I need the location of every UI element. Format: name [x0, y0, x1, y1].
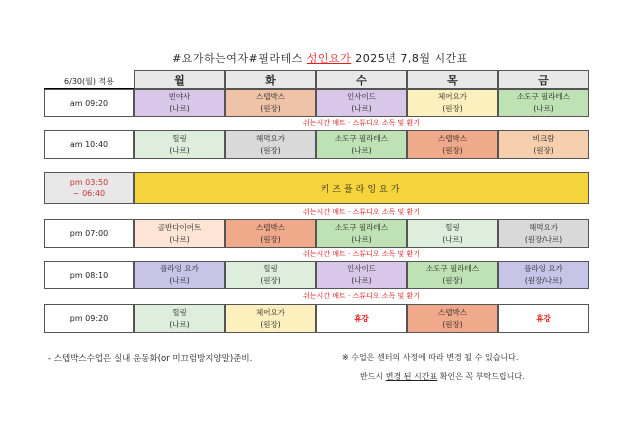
class-teacher: (나르) [169, 145, 190, 155]
apply-date: 6/30(월) 적용 [44, 76, 134, 89]
class-cell [498, 130, 589, 159]
class-teacher: (원장) [442, 276, 463, 285]
time-start: pm 03:50 [69, 178, 109, 187]
class-name: 힐링 [263, 264, 278, 273]
class-cell [498, 89, 589, 117]
class-cell-off [316, 304, 407, 333]
break-notice: 쉬는시간 매트 · 스튜디오 소독 및 환기 [302, 250, 420, 258]
class-cell [407, 219, 498, 248]
class-teacher: (원장/나르) [524, 276, 563, 285]
class-name: 빈야사 [168, 92, 191, 101]
schedule-row [44, 219, 589, 248]
time-slot: am 10:40 [44, 130, 134, 159]
class-teacher: (원장) [442, 145, 463, 155]
schedule-row [44, 89, 589, 117]
schedule-row [44, 261, 589, 289]
class-name: 힐링 [172, 133, 187, 143]
title-program: 성인요가 [306, 52, 352, 65]
class-cell [134, 130, 225, 159]
class-name: 인사이드 [347, 92, 376, 101]
title-period: 2025년 7,8월 시간표 [355, 52, 468, 65]
class-teacher: (나르) [442, 234, 463, 244]
class-cell [316, 219, 407, 248]
class-cell [225, 261, 316, 289]
day-header-fri: 금 [498, 70, 589, 89]
class-name: 스텝박스 [438, 307, 467, 317]
class-teacher: (원장) [260, 104, 281, 113]
class-teacher: (나르) [533, 104, 554, 113]
footer-note-change: ※ 수업은 센터의 사정에 따라 변경 될 수 있습니다. [342, 353, 519, 362]
class-teacher: (원장) [260, 319, 281, 329]
class-cell [407, 304, 498, 333]
class-cell [225, 304, 316, 333]
class-name: 골반다이어트 [157, 222, 202, 232]
class-cell [134, 304, 225, 333]
class-teacher: (원장) [442, 104, 463, 113]
class-cell [134, 219, 225, 248]
break-notice: 쉬는시간 매트 · 스튜디오 소독 및 환기 [302, 292, 420, 300]
day-header-mon: 월 [134, 70, 225, 89]
class-cell [407, 261, 498, 289]
class-name: 힐링 [445, 222, 460, 232]
day-header-tue: 화 [225, 70, 316, 89]
time-end: ~ 06:40 [72, 189, 106, 198]
footer-note-check-b: 변경 된 시간표 [385, 372, 438, 381]
class-name: 플라잉 요가 [160, 264, 199, 273]
class-teacher: (나르) [169, 276, 190, 285]
class-cell [407, 89, 498, 117]
class-teacher: (나르) [169, 319, 190, 329]
class-name: 해먹요가 [529, 222, 558, 232]
class-cell [316, 89, 407, 117]
time-slot [44, 172, 134, 204]
class-teacher: (나르) [169, 104, 190, 113]
class-name: 스텝박스 [256, 92, 285, 101]
footer-note-check-c: 확인은 꼭 부탁드립니다. [437, 372, 525, 381]
class-teacher: (원장) [260, 276, 281, 285]
time-slot: pm 07:00 [44, 219, 134, 248]
class-cell [316, 261, 407, 289]
class-name: 힐링 [172, 307, 187, 317]
break-notice: 쉬는시간 매트 · 스튜디오 소독 및 환기 [302, 208, 420, 216]
footer-note-stepbox: - 스텝박스수업은 실내 운동화(or 미끄럼방지양말)준비. [48, 354, 253, 364]
class-cell [225, 130, 316, 159]
class-teacher: (원장) [442, 319, 463, 329]
class-name: 인사이드 [347, 264, 376, 273]
class-name: 휴강 [536, 313, 551, 323]
time-slot: pm 09:20 [44, 304, 134, 333]
class-name: 소도구 필라테스 [334, 133, 389, 143]
class-cell [316, 130, 407, 159]
class-teacher: (원장) [260, 234, 281, 244]
class-name: 소도구 필라테스 [425, 264, 480, 273]
time-slot: pm 08:10 [44, 261, 134, 289]
class-teacher: (나르) [351, 276, 372, 285]
class-name: 스텝박스 [438, 133, 467, 143]
class-cell-off [498, 304, 589, 333]
class-name: 휴강 [354, 313, 369, 323]
class-cell [407, 130, 498, 159]
class-cell [225, 219, 316, 248]
time-slot: am 09:20 [44, 89, 134, 117]
page-title [0, 50, 640, 66]
class-teacher: (원장) [260, 145, 281, 155]
class-teacher: (원장) [533, 145, 554, 155]
class-cell [225, 89, 316, 117]
day-header-thu: 목 [407, 70, 498, 89]
class-name: 스텝박스 [256, 222, 285, 232]
kids-class-cell: 키즈플라잉요가 [134, 172, 589, 204]
class-cell [498, 219, 589, 248]
class-teacher: (나르) [351, 145, 372, 155]
footer-note-check [360, 371, 525, 382]
class-name: 비크람 [532, 133, 555, 143]
footer-note-check-a: 반드시 [360, 372, 386, 381]
class-cell [134, 89, 225, 117]
title-brand: #요가하는여자#필라테스 [172, 52, 303, 65]
day-header-wed: 수 [316, 70, 407, 89]
class-teacher: (나르) [351, 234, 372, 244]
schedule-row [44, 130, 589, 159]
class-name: 해먹요가 [256, 133, 285, 143]
class-name: 체어요가 [256, 307, 285, 317]
class-teacher: (나르) [169, 234, 190, 244]
class-teacher: (나르) [351, 104, 372, 113]
class-teacher: (원장/나르) [524, 234, 563, 244]
class-cell [134, 261, 225, 289]
class-cell [498, 261, 589, 289]
schedule-row [44, 304, 589, 333]
class-name: 체어요가 [438, 92, 467, 101]
class-name: 소도구 필라테스 [516, 92, 571, 101]
class-name: 소도구 필라테스 [334, 222, 389, 232]
class-name: 플라잉 요가 [524, 264, 563, 273]
schedule-row [44, 172, 589, 204]
break-notice: 쉬는시간 매트 · 스튜디오 소독 및 환기 [302, 119, 420, 127]
